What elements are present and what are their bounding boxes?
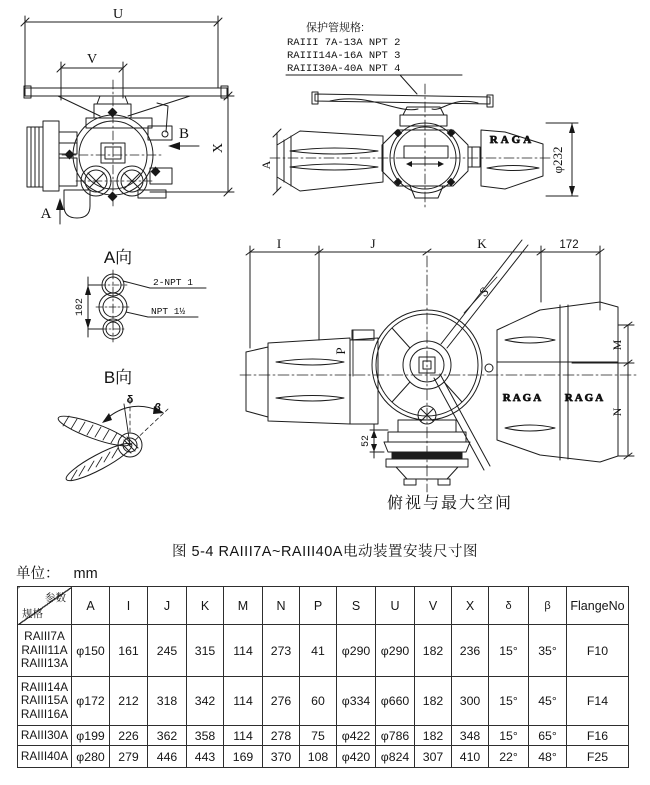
pipe-spec-line-2: RAIII14A-16A NPT 3 [287,50,401,62]
cell-J: 318 [148,677,187,726]
dim-k-label: K [477,236,487,251]
cell-A: φ280 [72,746,110,768]
cell-M: 169 [224,746,263,768]
col-header-N: N [263,587,300,625]
dim-x [150,92,234,196]
cell-A: φ150 [72,625,110,677]
col-header-beta: β [529,587,567,625]
cell-N: 276 [263,677,300,726]
cell-M: 114 [224,726,263,746]
cell-P: 108 [300,746,337,768]
cell-beta: 65° [529,726,567,746]
cell-flange: F25 [567,746,629,768]
dim-x-label: X [211,142,226,154]
table-row [18,726,629,746]
col-header-A: A [72,587,110,625]
cell-flange: F14 [567,677,629,726]
cell-V: 307 [415,746,452,768]
dim-u-label: U [112,7,124,22]
cell-I: 212 [110,677,148,726]
cell-delta: 15° [489,677,529,726]
top-view [240,236,638,512]
col-header-U: U [376,587,415,625]
cell-I: 226 [110,726,148,746]
cell-delta: 22° [489,746,529,768]
cell-flange: F10 [567,625,629,677]
dim-diameter-label: φ232 [550,146,565,174]
cell-K: 342 [187,677,224,726]
cell-P: 41 [300,625,337,677]
col-header-K: K [187,587,224,625]
cell-S: φ420 [337,746,376,768]
table-header-row [18,587,629,625]
col-header-flange: FlangeNo [567,587,629,625]
table-row [18,677,629,726]
dim-v [57,52,127,100]
model-cell: RAIII30A [18,726,72,746]
units-value: mm [73,566,98,582]
cell-X: 236 [452,625,489,677]
cell-K: 443 [187,746,224,768]
cell-P: 75 [300,726,337,746]
dim-52-label: 52 [361,434,372,448]
figure-caption: 图 5-4 RAIII7A~RAIII40A电动装置安装尺寸图 [172,544,478,560]
cell-beta: 35° [529,625,567,677]
pipe-spec-note [286,20,462,94]
cell-V: 182 [415,677,452,726]
corner-param-label: 参数 [45,592,66,604]
dim-j-label: J [370,236,376,251]
dim-diameter-232 [546,123,578,196]
cell-X: 300 [452,677,489,726]
port-label-1-text: 2-NPT 1 [153,277,193,288]
dim-s-label: S [476,283,492,300]
col-header-S: S [337,587,376,625]
dim-172-label: 172 [559,239,579,251]
pipe-spec-line-3: RAIII30A-40A NPT 4 [287,63,401,75]
model-cell: RAIII40A [18,746,72,768]
pipe-spec-title: 保护管规格: [306,22,365,34]
top-view-caption: 俯视与最大空间 [386,495,514,512]
cell-J: 245 [148,625,187,677]
view-a [75,248,206,342]
dim-52 [361,424,388,458]
cell-I: 161 [110,625,148,677]
col-header-V: V [415,587,452,625]
top-dims [246,236,604,348]
cell-P: 60 [300,677,337,726]
dimension-table [17,586,629,768]
cell-A: φ199 [72,726,110,746]
table-row [18,625,629,677]
table-corner-cell [18,587,72,625]
dim-n-label: N [610,407,624,417]
dim-u [21,7,222,88]
cell-U: φ660 [376,677,415,726]
view-b [56,368,168,486]
port-label-2-text: NPT 1½ [151,306,186,317]
cell-M: 114 [224,677,263,726]
col-header-P: P [300,587,337,625]
cell-S: φ290 [337,625,376,677]
dim-a-side [259,129,281,195]
view-b-title: B向 [103,368,133,387]
side-brand-label: RAGA [489,134,535,146]
dim-m-label: M [610,339,624,351]
cell-delta: 15° [489,625,529,677]
cell-U: φ786 [376,726,415,746]
cell-X: 410 [452,746,489,768]
cell-N: 273 [263,625,300,677]
dims-m-n [572,322,634,459]
port-label-1 [123,277,206,288]
col-header-X: X [452,587,489,625]
cell-V: 182 [415,726,452,746]
cell-S: φ422 [337,726,376,746]
model-cell: RAIII14A RAIII15A RAIII16A [18,677,72,726]
pipe-spec-line-1: RAIII 7A-13A NPT 2 [287,37,401,49]
cell-N: 278 [263,726,300,746]
cell-A: φ172 [72,677,110,726]
units-line [16,562,98,583]
model-cell: RAIII7A RAIII11A RAIII13A [18,625,72,677]
cell-X: 348 [452,726,489,746]
cell-delta: 15° [489,726,529,746]
dim-v-label: V [86,52,98,67]
col-header-I: I [110,587,148,625]
cell-V: 182 [415,625,452,677]
top-brand-1-label: RAGA [502,392,544,404]
cell-beta: 45° [529,677,567,726]
cell-N: 370 [263,746,300,768]
col-header-M: M [224,587,263,625]
angle-delta-label: δ [126,394,134,406]
cell-U: φ290 [376,625,415,677]
cell-S: φ334 [337,677,376,726]
dim-102-label: 102 [75,297,86,317]
view-arrow-b-label: B [178,126,190,142]
cell-U: φ824 [376,746,415,768]
view-a-title: A向 [103,248,133,267]
units-label: 单位： [16,566,60,582]
dim-i-label: I [276,236,282,251]
view-arrow-b [168,126,199,150]
col-header-J: J [148,587,187,625]
side-view [259,20,578,208]
cell-beta: 48° [529,746,567,768]
corner-spec-label: 规格 [22,608,43,620]
front-view [21,7,234,224]
cell-K: 358 [187,726,224,746]
dim-p-label: P [333,347,348,355]
top-brand-2-label: RAGA [564,392,606,404]
cell-flange: F16 [567,726,629,746]
view-arrow-a [41,198,64,224]
angle-beta-label: β [154,402,161,414]
cell-J: 446 [148,746,187,768]
view-arrow-a-label: A [40,206,52,222]
dim-a-side-label: A [259,160,273,170]
cell-K: 315 [187,625,224,677]
cell-I: 279 [110,746,148,768]
cell-M: 114 [224,625,263,677]
table-row [18,746,629,768]
cell-J: 362 [148,726,187,746]
port-label-2 [126,306,198,317]
col-header-delta: δ [489,587,529,625]
